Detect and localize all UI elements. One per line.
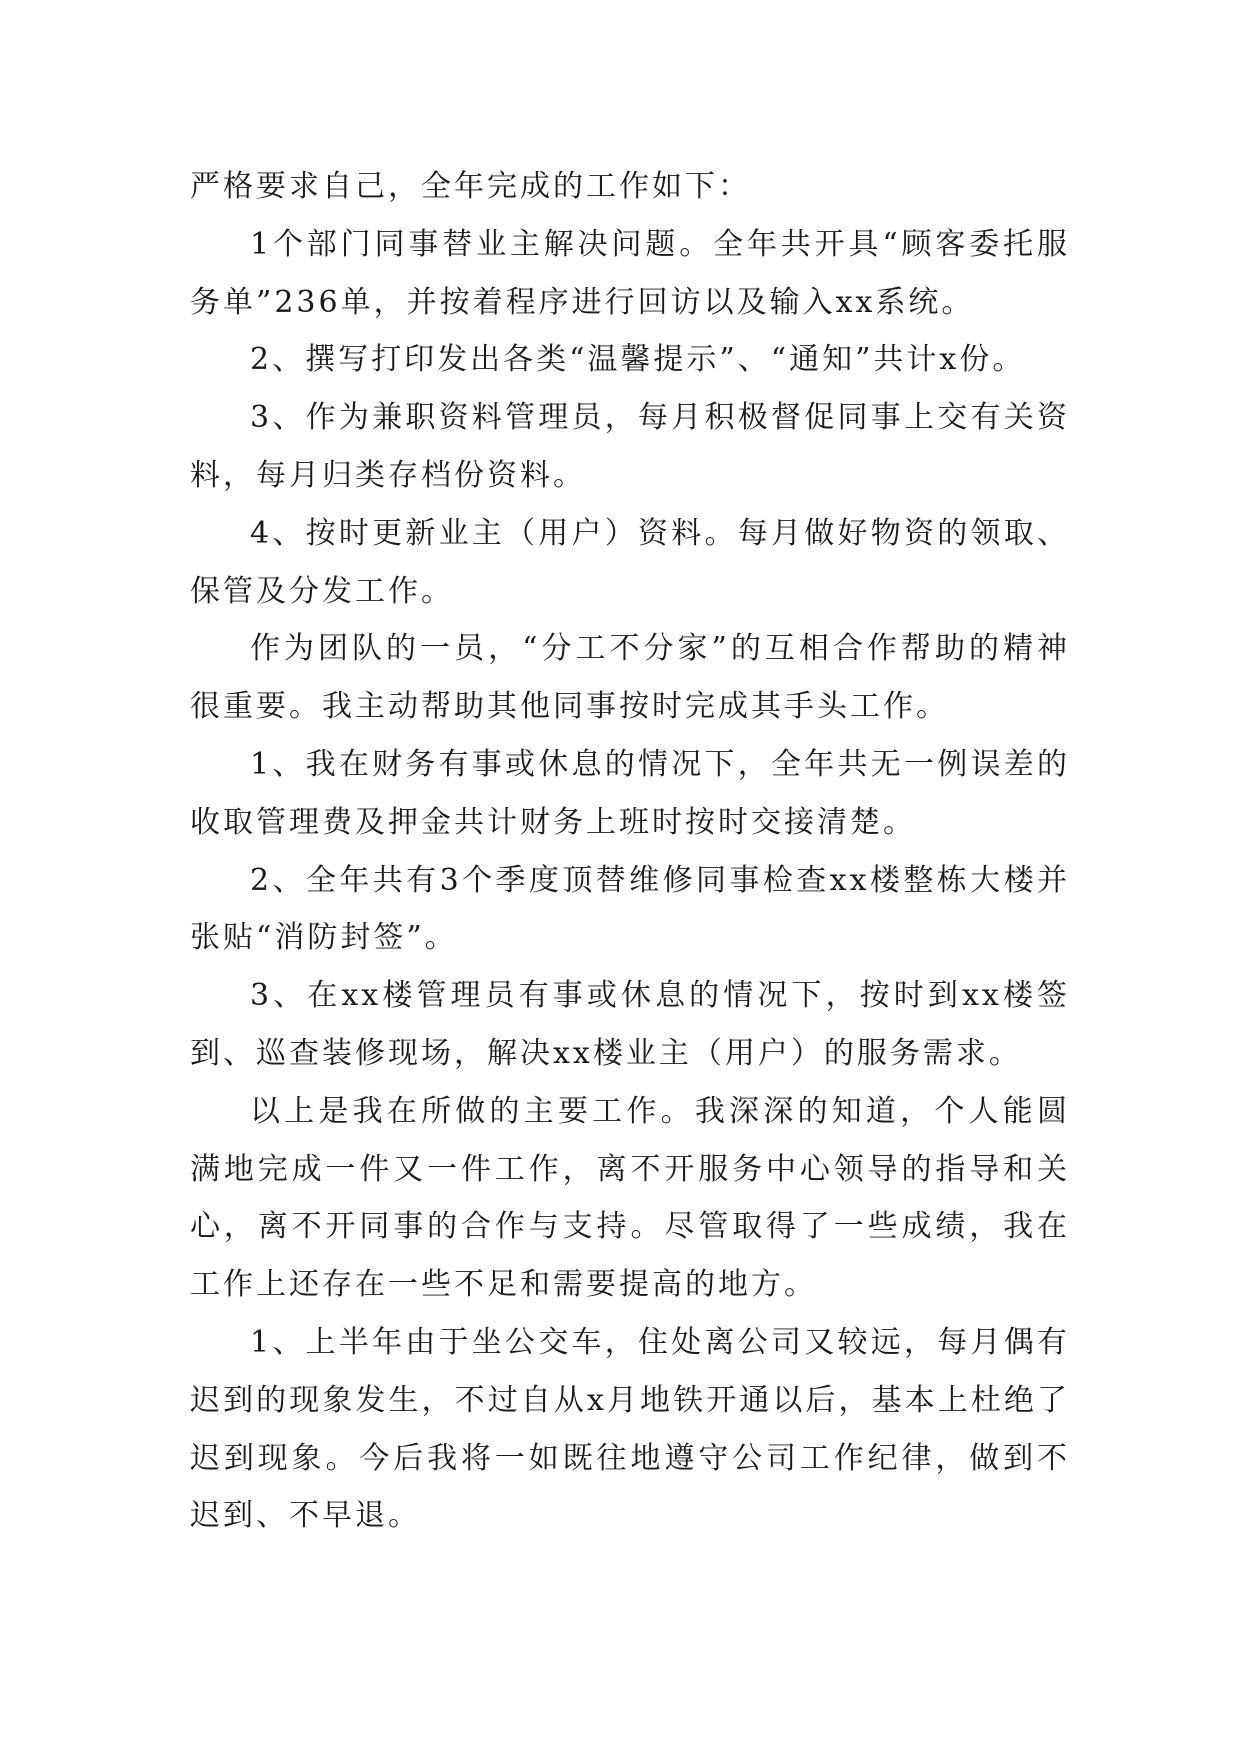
paragraph-summary: 以上是我在所做的主要工作。我深深的知道，个人能圆满地完成一件又一件工作，离不开服务中心领导的指导和关心，离不开同事的合作与支持。尽管取得了一些成绩，我在工作上还存在一些不足和需要提高的地方。 — [190, 1093, 1070, 1303]
paragraph-item: 4、按时更新业主（用户）资料。每月做好物资的领取、保管及分发工作。 — [190, 515, 1070, 609]
paragraph-item: 2、全年共有3个季度顶替维修同事检查xx楼整栋大楼并张贴“消防封签”。 — [190, 862, 1070, 956]
paragraph-item: 1个部门同事替业主解决问题。全年共开具“顾客委托服务单”236单，并按着程序进行回访以及输入xx系统。 — [190, 226, 1070, 320]
paragraph-team: 作为团队的一员，“分工不分家”的互相合作帮助的精神很重要。我主动帮助其他同事按时完成其手头工作。 — [190, 631, 1070, 725]
paragraph-intro: 严格要求自己，全年完成的工作如下： — [190, 169, 751, 204]
document-body — [190, 158, 1070, 1545]
paragraph-item: 3、作为兼职资料管理员，每月积极督促同事上交有关资料，每月归类存档份资料。 — [190, 400, 1070, 493]
paragraph-item: 3、在xx楼管理员有事或休息的情况下，按时到xx楼签到、巡查装修现场，解决xx楼业主（用户）的服务需求。 — [190, 978, 1070, 1071]
paragraph-item: 1、上半年由于坐公交车，住处离公司又较远，每月偶有迟到的现象发生，不过自从x月地铁开通以后，基本上杜绝了迟到现象。今后我将一如既往地遵守公司工作纪律，做到不迟到、不早退。 — [190, 1324, 1070, 1534]
paragraph-item: 2、撰写打印发出各类“温馨提示”、“通知”共计x份。 — [250, 342, 1026, 378]
paragraph-item: 1、我在财务有事或休息的情况下，全年共无一例误差的收取管理费及押金共计财务上班时按时交接清楚。 — [190, 746, 1070, 840]
